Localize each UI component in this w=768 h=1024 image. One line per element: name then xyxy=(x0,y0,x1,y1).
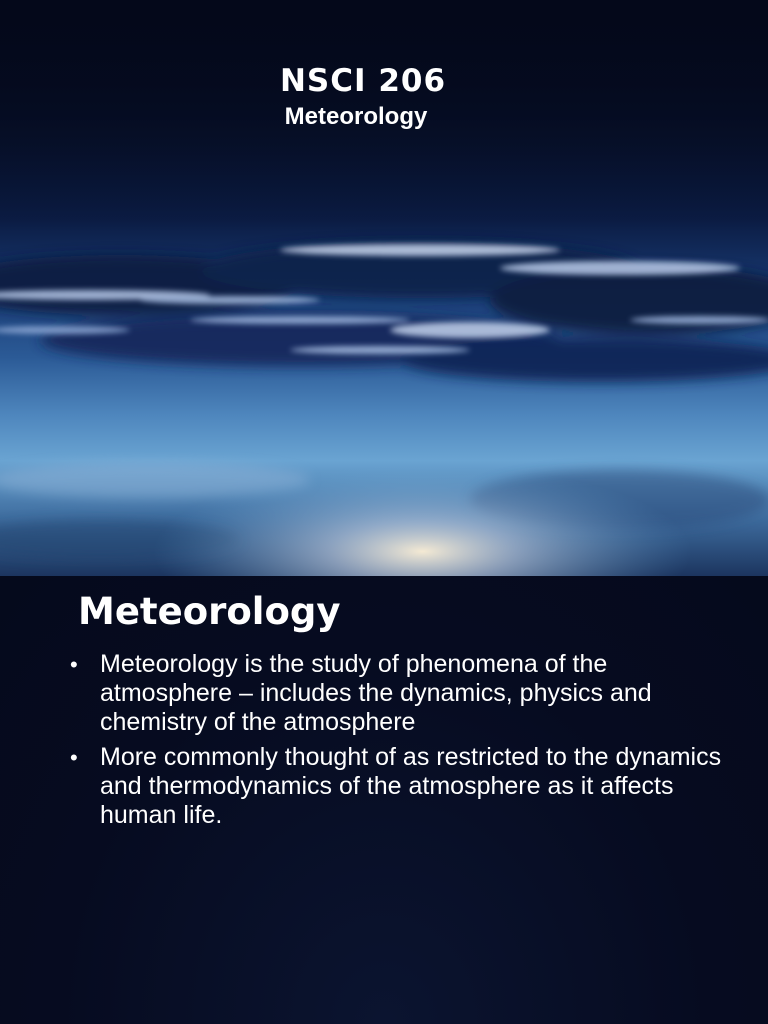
bullet-item xyxy=(70,743,730,830)
bullet-marker-icon: • xyxy=(70,745,78,770)
content-slide xyxy=(0,576,768,1024)
bullet-item xyxy=(70,650,730,737)
slide-subtitle: Meteorology xyxy=(284,103,428,130)
bullet-text: Meteorology is the study of phenomena of the atmosphere – includes the dynamics, physics and chemistry of the atmosphere xyxy=(100,650,652,736)
bullet-text: More commonly thought of as restricted to the dynamics and thermodynamics of the atmosphere as it affects human life. xyxy=(100,743,722,829)
slide-heading: Meteorology xyxy=(78,590,341,633)
slide-title: NSCI 206 xyxy=(279,62,447,99)
bullet-marker-icon: • xyxy=(70,652,78,677)
bullet-list xyxy=(70,650,730,836)
